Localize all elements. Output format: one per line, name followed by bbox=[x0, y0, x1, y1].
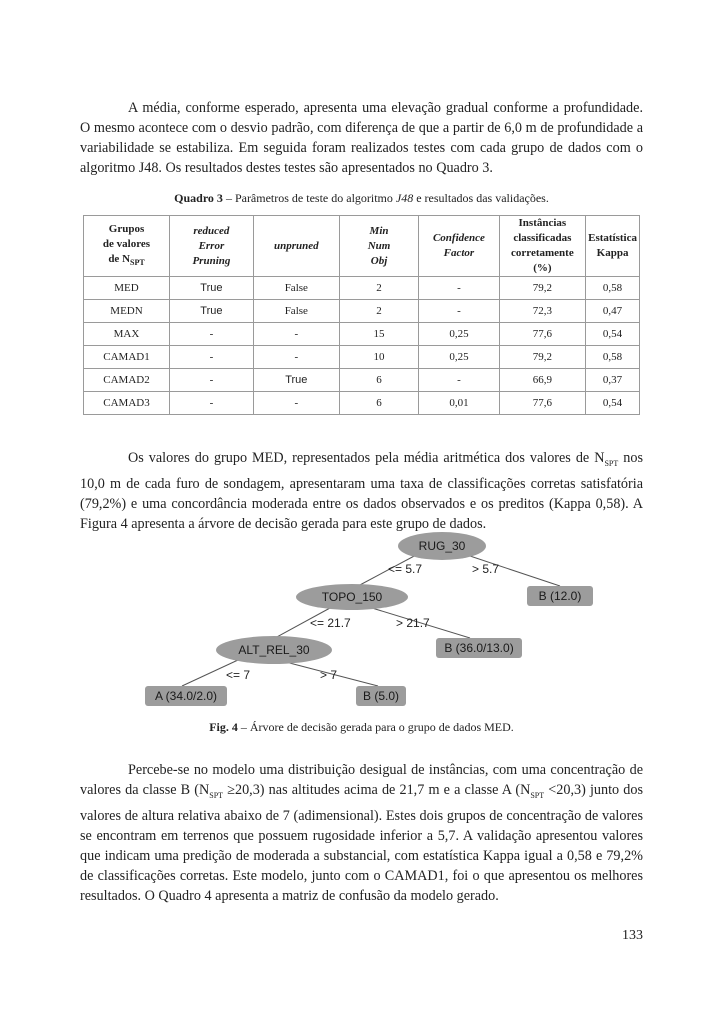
cell-unpruned: False bbox=[253, 277, 339, 300]
paragraph-med-results: Os valores do grupo MED, representados pela média aritmética dos valores de $N_{SPT}$ nos 10,0 m de cada furo de sondagem, apresentaram uma taxa de classificações corretas satisfatória (79,2%) e uma concordância moderada entre os dados observados e os preditos (Kappa 0,58). A Figura 4 apresenta a árvore de decisão gerada para este grupo de dados. bbox=[80, 450, 643, 532]
cell-instancias: 66,9 bbox=[499, 369, 586, 392]
cell-grupo: MAX bbox=[84, 323, 170, 346]
cell-reduced-error-pruning: - bbox=[170, 369, 254, 392]
results-table bbox=[83, 215, 640, 415]
cell-kappa: 0,54 bbox=[586, 392, 640, 415]
tree-node-topo150: TOPO_150 bbox=[296, 584, 408, 610]
page-number: 133 bbox=[622, 928, 643, 943]
cell-confidence-factor: 0,25 bbox=[419, 346, 499, 369]
cell-instancias: 77,6 bbox=[499, 323, 586, 346]
cell-unpruned: - bbox=[253, 392, 339, 415]
cell-min-num-obj: 10 bbox=[339, 346, 419, 369]
table-caption-label: Quadro 3 bbox=[174, 191, 223, 205]
cell-grupo: CAMAD2 bbox=[84, 369, 170, 392]
cell-min-num-obj: 2 bbox=[339, 300, 419, 323]
cell-confidence-factor: - bbox=[419, 277, 499, 300]
cell-unpruned: - bbox=[253, 323, 339, 346]
header-kappa: Estatística Kappa bbox=[586, 216, 640, 277]
cell-instancias: 77,6 bbox=[499, 392, 586, 415]
tree-leaf-b-12: B (12.0) bbox=[527, 586, 593, 606]
cell-min-num-obj: 15 bbox=[339, 323, 419, 346]
cell-kappa: 0,54 bbox=[586, 323, 640, 346]
cell-confidence-factor: 0,01 bbox=[419, 392, 499, 415]
cell-reduced-error-pruning: True bbox=[170, 300, 254, 323]
header-instancias: Instâncias classificadas corretamente (%) bbox=[499, 216, 586, 277]
cell-instancias: 79,2 bbox=[499, 277, 586, 300]
cell-reduced-error-pruning: - bbox=[170, 392, 254, 415]
header-grupos: Grupos de valores de $N_{SPT}$ bbox=[84, 216, 170, 277]
table-row bbox=[84, 346, 640, 369]
cell-kappa: 0,58 bbox=[586, 277, 640, 300]
cell-min-num-obj: 2 bbox=[339, 277, 419, 300]
cell-grupo: CAMAD1 bbox=[84, 346, 170, 369]
header-reduced-error-pruning: reduced Error Pruning bbox=[170, 216, 254, 277]
cell-kappa: 0,37 bbox=[586, 369, 640, 392]
cell-confidence-factor: 0,25 bbox=[419, 323, 499, 346]
table-row bbox=[84, 323, 640, 346]
figure-caption-label: Fig. 4 bbox=[209, 720, 238, 734]
cell-unpruned: - bbox=[253, 346, 339, 369]
cell-reduced-error-pruning: - bbox=[170, 346, 254, 369]
tree-leaf-b-36-13: B (36.0/13.0) bbox=[436, 638, 522, 658]
cell-unpruned: True bbox=[253, 369, 339, 392]
header-unpruned: unpruned bbox=[253, 216, 339, 277]
cell-grupo: CAMAD3 bbox=[84, 392, 170, 415]
edge-label-le-5-7: <= 5.7 bbox=[388, 562, 423, 576]
cell-min-num-obj: 6 bbox=[339, 369, 419, 392]
cell-unpruned: False bbox=[253, 300, 339, 323]
header-min-num-obj: Min Num Obj bbox=[339, 216, 419, 277]
edge-label-gt-7: > 7 bbox=[320, 668, 338, 682]
paragraph-model-analysis: Percebe-se no modelo uma distribuição desigual de instâncias, com uma concentração de valores da classe B $(N_{SPT} \ge 20,3)$ nas altitudes acima de 21,7 m e a classe A $(N_{SPT} <20,3)$ junto dos valores de altura relativa abaixo de 7 (adimensional). Estes dois grupos de concentração de valores se encontram em terrenos que possuem rugosidade inferior a 5,7. A validação apresentou valores que indicam uma predição de moderada a substancial, com estatística Kappa igual a 0,58 e 79,2% de classificações corretas. Este modelo, junto com o CAMAD1, foi o que apresentou os melhores resultados. O Quadro 4 apresenta a matriz de confusão da modelo gerado. bbox=[80, 762, 643, 904]
paragraph-intro: A média, conforme esperado, apresenta uma elevação gradual conforme a profundidade. O mesmo acontece com o desvio padrão, com diferença de que a partir de 6,0 m de profundidade a variabilidade se estabiliza. Em seguida foram realizados testes com cada grupo de dados com o algoritmo J48. Os resultados destes testes são apresentados no Quadro 3. bbox=[80, 100, 643, 176]
table-header-row bbox=[84, 216, 640, 277]
edge-label-le-21-7: <= 21.7 bbox=[310, 616, 351, 630]
cell-kappa: 0,47 bbox=[586, 300, 640, 323]
tree-leaf-b-5: B (5.0) bbox=[356, 686, 406, 706]
cell-grupo: MEDN bbox=[84, 300, 170, 323]
figure-caption: Fig. 4 – Árvore de decisão gerada para o grupo de dados MED. bbox=[209, 720, 514, 734]
edge-label-gt-21-7: > 21.7 bbox=[396, 616, 430, 630]
edge-label-gt-5-7: > 5.7 bbox=[472, 562, 500, 576]
table-caption: Quadro 3 – Parâmetros de teste do algoritmo J48 e resultados das validações. bbox=[174, 191, 549, 205]
table-row bbox=[84, 277, 640, 300]
table-row bbox=[84, 300, 640, 323]
cell-instancias: 79,2 bbox=[499, 346, 586, 369]
tree-node-alt-rel-30: ALT_REL_30 bbox=[216, 636, 332, 664]
cell-kappa: 0,58 bbox=[586, 346, 640, 369]
header-confidence-factor: Confidence Factor bbox=[419, 216, 499, 277]
cell-confidence-factor: - bbox=[419, 300, 499, 323]
table-row bbox=[84, 392, 640, 415]
cell-reduced-error-pruning: - bbox=[170, 323, 254, 346]
cell-min-num-obj: 6 bbox=[339, 392, 419, 415]
cell-instancias: 72,3 bbox=[499, 300, 586, 323]
decision-tree-figure bbox=[140, 528, 600, 714]
table-row bbox=[84, 369, 640, 392]
cell-reduced-error-pruning: True bbox=[170, 277, 254, 300]
edge-label-le-7: <= 7 bbox=[226, 668, 251, 682]
tree-node-rug30: RUG_30 bbox=[398, 532, 486, 560]
cell-grupo: MED bbox=[84, 277, 170, 300]
tree-leaf-a-34-2: A (34.0/2.0) bbox=[145, 686, 227, 706]
cell-confidence-factor: - bbox=[419, 369, 499, 392]
